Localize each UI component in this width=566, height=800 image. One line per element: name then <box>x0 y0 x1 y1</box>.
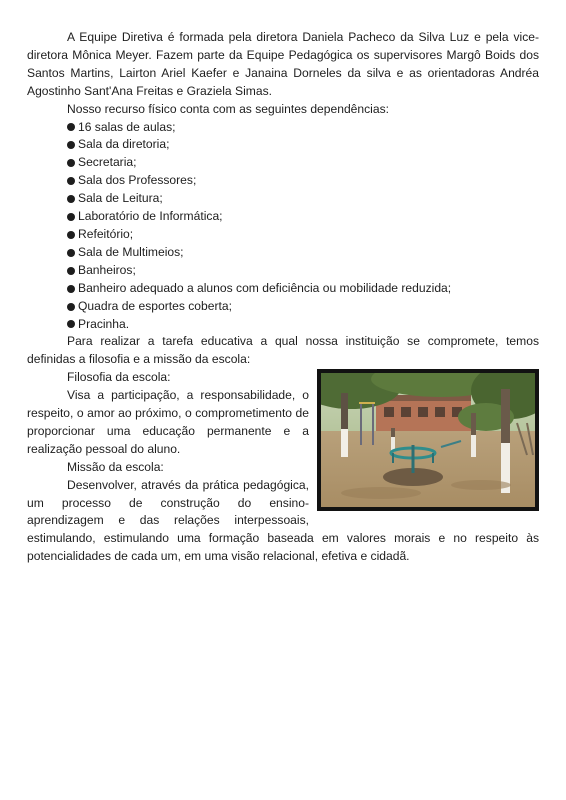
list-item-text: 16 salas de aulas; <box>78 119 176 134</box>
bullet-icon <box>67 213 75 221</box>
bullet-icon <box>67 285 75 293</box>
list-item-text: Secretaria; <box>78 155 137 170</box>
bullet-icon <box>67 303 75 311</box>
list-item-text: Sala da diretoria; <box>78 137 170 152</box>
schoolyard-photo <box>317 369 539 511</box>
list-item-text: Sala de Multimeios; <box>78 244 184 259</box>
list-item-text: Pracinha. <box>78 316 130 331</box>
rooms-list <box>27 119 539 334</box>
list-item <box>67 208 539 226</box>
bullet-icon <box>67 123 75 131</box>
bullet-icon <box>67 177 75 185</box>
bullet-icon <box>67 231 75 239</box>
list-item-text: Banheiro adequado a alunos com deficiência ou mobilidade reduzida; <box>78 280 452 295</box>
list-item <box>67 154 539 172</box>
list-item-text: Banheiros; <box>78 262 136 277</box>
bullet-icon <box>67 141 75 149</box>
mission-text: Desenvolver, através da prática pedagógica, um processo de construção do ensino-aprendizagem e das relações interpessoais, estimulando, estimulando uma formação baseada em valores morais e no respeito às potencialidades de cada um, em uma visão relacional, efetiva e cidadã. <box>27 477 539 564</box>
resources-intro: Nosso recurso físico conta com as seguintes dependências: <box>67 101 390 116</box>
team-paragraph: A Equipe Diretiva é formada pela diretora Daniela Pacheco da Silva Luz e pela vice-diretora Mônica Meyer. Fazem parte da Equipe Pedagógica os supervisores Margô Boids dos Santos Martins, Lairton Ariel Kaefer e Janaina Dorneles da silva e as orientadoras Andréa Agostinho Sant'Ana Freitas e Graziela Simas. <box>27 30 539 98</box>
list-item-text: Refeitório; <box>78 226 134 241</box>
list-item <box>67 190 539 208</box>
list-item-text: Laboratório de Informática; <box>78 209 223 224</box>
philosophy-label: Filosofia da escola: <box>67 370 171 385</box>
list-item <box>67 280 539 298</box>
list-item <box>67 262 539 280</box>
philosophy-text: Visa a participação, a responsabilidade, o respeito, o amor ao próximo, o comprometimento de proporcionar uma educação permanente e a realização pessoal do aluno. <box>27 388 309 456</box>
bullet-icon <box>67 320 75 328</box>
list-item <box>67 119 539 137</box>
playground-photo-illustration <box>321 373 535 507</box>
list-item <box>67 172 539 190</box>
list-item-text: Sala de Leitura; <box>78 191 163 206</box>
list-item-text: Quadra de esportes coberta; <box>78 298 232 313</box>
list-item <box>67 226 539 244</box>
mission-intro: Para realizar a tarefa educativa a qual nossa instituição se compromete, temos definidas a filosofia e a missão da escola: <box>27 334 539 367</box>
mission-label: Missão da escola: <box>67 459 164 474</box>
bullet-icon <box>67 195 75 203</box>
list-item-text: Sala dos Professores; <box>78 173 197 188</box>
bullet-icon <box>67 159 75 167</box>
list-item <box>67 136 539 154</box>
list-item <box>67 316 539 334</box>
document-page <box>27 29 539 566</box>
bullet-icon <box>67 249 75 257</box>
bullet-icon <box>67 267 75 275</box>
list-item <box>67 244 539 262</box>
list-item <box>67 298 539 316</box>
